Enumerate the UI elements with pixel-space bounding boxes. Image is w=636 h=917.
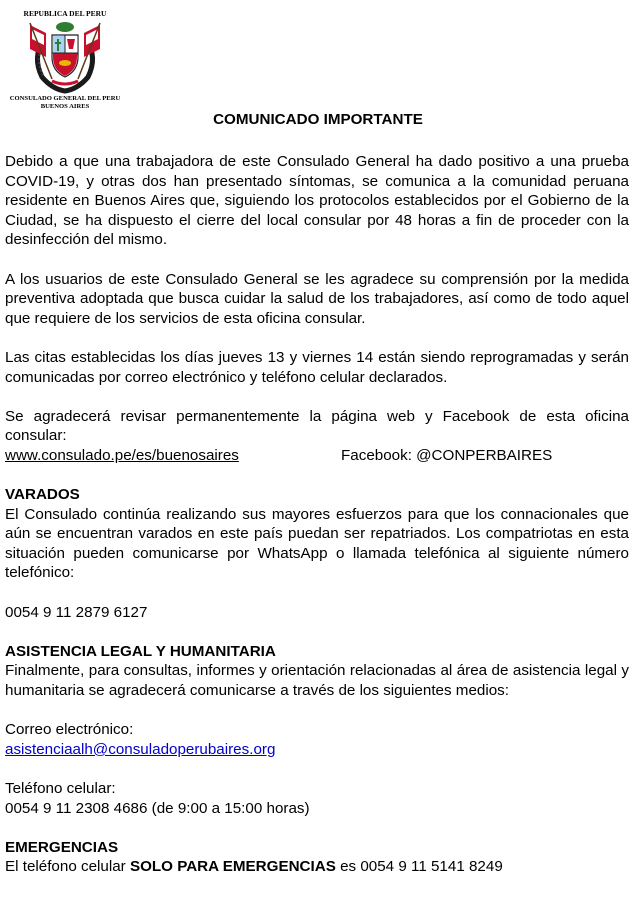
page-title: COMUNICADO IMPORTANTE — [213, 111, 423, 128]
website-link[interactable]: www.consulado.pe/es/buenosaires — [5, 446, 239, 464]
emergency-prefix: El teléfono celular — [5, 858, 130, 876]
paragraph-appointments: Las citas establecidas los días jueves 13 y viernes 14 están siendo reprogramadas y serán comunicadas por correo electrónico y teléfono celular declarados. — [5, 348, 629, 386]
section-heading-varados: VARADOS — [5, 486, 80, 504]
links-row — [5, 446, 629, 466]
paragraph-asistencia: Finalmente, para consultas, informes y orientación relacionadas al área de asistencia legal y humanitaria se agradecerá comunicarse a través de los siguientes medios: — [5, 662, 629, 700]
logo-top-text: REPUBLICA DEL PERU — [23, 9, 107, 18]
asistencia-phone: 0054 9 11 2308 4686 (de 9:00 a 15:00 horas) — [5, 799, 310, 817]
document-body — [5, 152, 629, 877]
email-label: Correo electrónico: — [5, 721, 134, 739]
phone-label: Teléfono celular: — [5, 780, 116, 797]
paragraph-closure: Debido a que una trabajadora de este Consulado General ha dado positivo a una prueba COVID-19, y otras dos han presentado síntomas, se comunica a la comunidad peruana residente en Buenos Aires que, siguiendo los protocolos establecidos por el Gobierno de la Ciudad, se ha dispuesto el cierre del local consular por 48 horas a fin de proceder con la desinfección del mismo. — [5, 153, 629, 249]
section-heading-asistencia: ASISTENCIA LEGAL Y HUMANITARIA — [5, 642, 276, 660]
emergency-suffix: es 0054 9 11 5141 8249 — [335, 858, 503, 876]
logo-bottom-text — [6, 95, 124, 111]
varados-phone: 0054 9 11 2879 6127 — [5, 603, 148, 621]
paragraph-web: Se agradecerá revisar permanentemente la página web y Facebook de esta oficina consular: — [5, 407, 629, 445]
consulate-logo — [6, 6, 124, 114]
paragraph-thanks: A los usuarios de este Consulado General se les agradece su comprensión por la medida preventiva adoptada que busca cuidar la salud de los trabajadores, así como de todo aquel que requiere de los servicios de esta oficina consular. — [5, 270, 629, 327]
emergency-line — [5, 857, 629, 877]
emergency-bold: SOLO PARA EMERGENCIAS — [129, 858, 336, 876]
paragraph-varados: El Consulado continúa realizando sus mayores esfuerzos para que los connacionales que aún se encuentran varados en este país puedan ser repatriados. Los compatriotas en esta situación pueden comunicarse por WhatsApp o llamada telefónica al siguiente número telefónico: — [5, 505, 629, 582]
logo-consulate-name: CONSULADO GENERAL DEL PERU — [9, 95, 121, 102]
coat-of-arms-icon — [22, 19, 108, 95]
facebook-handle: Facebook: @CONPERBAIRES — [341, 446, 553, 464]
section-heading-emergencias: EMERGENCIAS — [5, 838, 119, 856]
logo-city: BUENOS AIRES — [40, 103, 90, 110]
email-link[interactable]: asistenciaalh@consuladoperubaires.org — [5, 740, 276, 758]
